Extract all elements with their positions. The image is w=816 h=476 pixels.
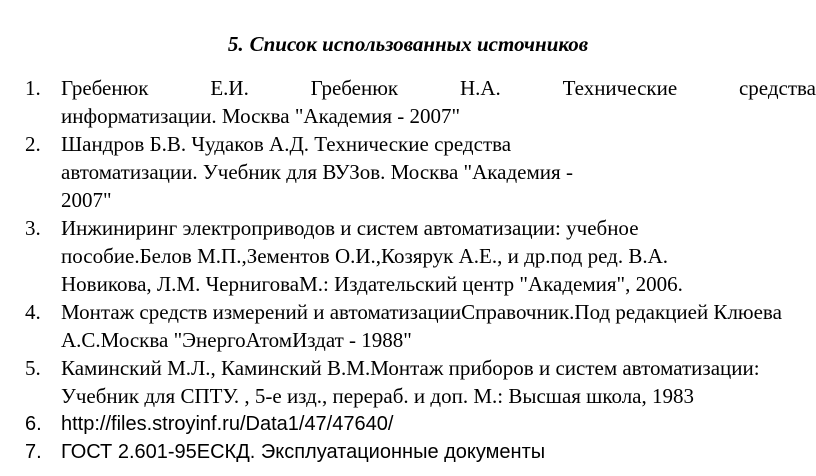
list-item-text: Монтаж средств измерений и автоматизацииСправочник.Под редакцией Клюева А.С.Москва "ЭнергоАтомИздат - 1988" — [61, 300, 782, 352]
list-item — [0, 74, 816, 130]
list-item-number: 5. — [25, 356, 41, 380]
list-item-number: 3. — [25, 216, 41, 240]
list-item-text: Каминский М.Л., Каминский В.М.Монтаж приборов и систем автоматизации: Учебник для СПТУ. , 5-е изд., перераб. и доп. М.: Высшая школа, 1983 — [61, 356, 760, 408]
list-item — [0, 130, 816, 214]
section-number: 5. — [227, 32, 244, 56]
list-item-number: 7. — [25, 441, 42, 463]
section-heading — [0, 30, 816, 58]
list-item-text: Инжиниринг электроприводов и систем автоматизации: учебное пособие.Белов М.П.,Зементов О.И.,Козярук А.Е., и др.под ред. В.А. Новикова, Л.М. ЧерниговаМ.: Издательский центр "Академия", 2006. — [61, 216, 683, 296]
list-item-number: 2. — [25, 132, 41, 156]
list-item-number: 6. — [25, 413, 42, 435]
list-item — [0, 298, 816, 354]
list-item — [0, 438, 816, 466]
list-item — [0, 410, 816, 438]
list-item-text: ГОСТ 2.601-95ЕСКД. Эксплуатационные документы — [61, 441, 546, 463]
list-item-text: Шандров Б.В. Чудаков А.Д. Технические средства автоматизации. Учебник для ВУЗов. Москва "Академия - 2007" — [61, 132, 573, 212]
list-item-text-line: Гребенюк Е.И. Гребенюк Н.А. Технические средства — [61, 76, 816, 100]
list-item — [0, 354, 816, 410]
source-link: http://files.stroyinf.ru/Data1/47/47640/ — [61, 413, 394, 435]
section-title: Список использованных источников — [249, 32, 589, 56]
list-item-text-line: информатизации. Москва "Академия - 2007" — [61, 104, 461, 128]
sources-list — [0, 74, 816, 466]
list-item-number: 1. — [25, 76, 41, 100]
list-item — [0, 214, 816, 298]
list-item-text — [61, 74, 816, 130]
list-item-number: 4. — [25, 300, 41, 324]
